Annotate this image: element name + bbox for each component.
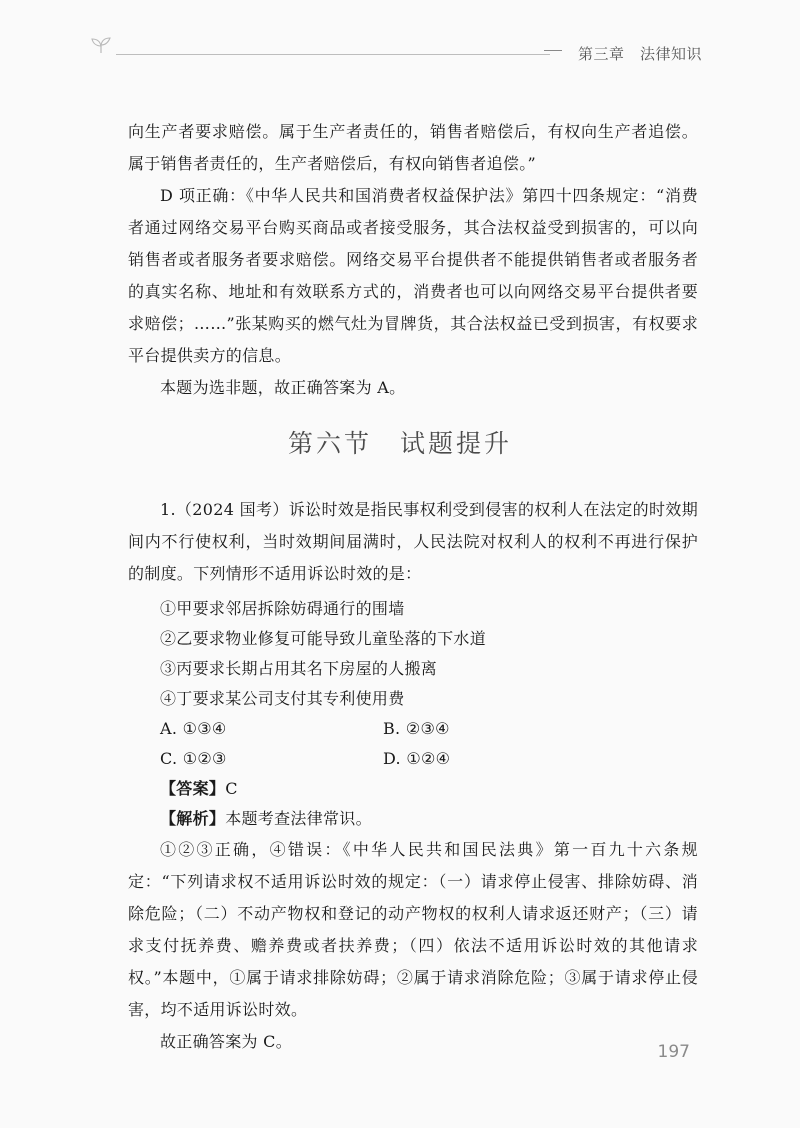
header-rule	[116, 54, 550, 55]
option-d: D. ①②④	[383, 749, 451, 768]
previous-answer-block	[128, 116, 698, 404]
question-item: ①甲要求邻居拆除妨碍通行的围墙	[160, 599, 405, 618]
section-title: 第六节 试题提升	[287, 429, 512, 458]
conclusion: 故正确答案为 C。	[160, 1032, 293, 1051]
paragraph: 向生产者要求赔偿。属于生产者责任的，销售者赔偿后，有权向生产者追偿。属于销售者责任的，生产者赔偿后，有权向销售者追偿。”	[128, 122, 698, 173]
explanation: ①②③正确，④错误：《中华人民共和国民法典》第一百九十六条规定：“下列请求权不适用诉讼时效的规定：（一）请求停止侵害、排除妨碍、消除危险；（二）不动产物权和登记的动产物权的权利人请求返还财产；（三）请求支付抚养费、赡养费或者扶养费；（四）依法不适用诉讼时效的其他请求权。”本题中，①属于请求排除妨碍；②属于请求消除危险；③属于请求停止侵害，均不适用诉讼时效。	[128, 840, 698, 1019]
answer-label: 【答案】	[160, 779, 226, 798]
options-row	[128, 744, 698, 774]
option-c: C. ①②③	[160, 749, 227, 768]
option-b: B. ②③④	[383, 719, 450, 738]
page-number: 197	[657, 1042, 690, 1062]
question-block	[128, 494, 698, 1058]
analysis-label: 【解析】	[160, 809, 226, 828]
question-item: ③丙要求长期占用其名下房屋的人搬离	[160, 659, 438, 678]
question-item: ②乙要求物业修复可能导致儿童坠落的下水道	[160, 629, 487, 648]
question-stem: 1.（2024 国考）诉讼时效是指民事权利受到侵害的权利人在法定的时效期间内不行使权利，当时效期间届满时，人民法院对权利人的权利不再进行保护的制度。下列情形不适用诉讼时效的是：	[128, 500, 698, 583]
analysis-value: 本题考查法律常识。	[225, 809, 372, 828]
option-a: A. ①③④	[160, 719, 227, 738]
answer-value: C	[225, 779, 238, 798]
page-header	[90, 34, 710, 74]
options-row	[128, 714, 698, 744]
paragraph: D 项正确：《中华人民共和国消费者权益保护法》第四十四条规定：“消费者通过网络交易平台购买商品或者接受服务，其合法权益受到损害的，可以向销售者或者服务者要求赔偿。网络交易平台提供者不能提供销售者或者服务者的真实名称、地址和有效联系方式的，消费者也可以向网络交易平台提供者要求赔偿；……”张某购买的燃气灶为冒牌货，其合法权益已受到损害，有权要求平台提供卖方的信息。	[128, 186, 698, 365]
header-rule-accent	[544, 50, 562, 51]
answer-line	[128, 774, 698, 804]
analysis-line	[128, 804, 698, 834]
question-item: ④丁要求某公司支付其专利使用费	[160, 689, 405, 708]
question-items	[128, 594, 698, 714]
sprout-icon	[90, 36, 112, 54]
chapter-title: 第三章 法律知识	[577, 45, 702, 63]
paragraph: 本题为选非题，故正确答案为 A。	[160, 378, 406, 397]
